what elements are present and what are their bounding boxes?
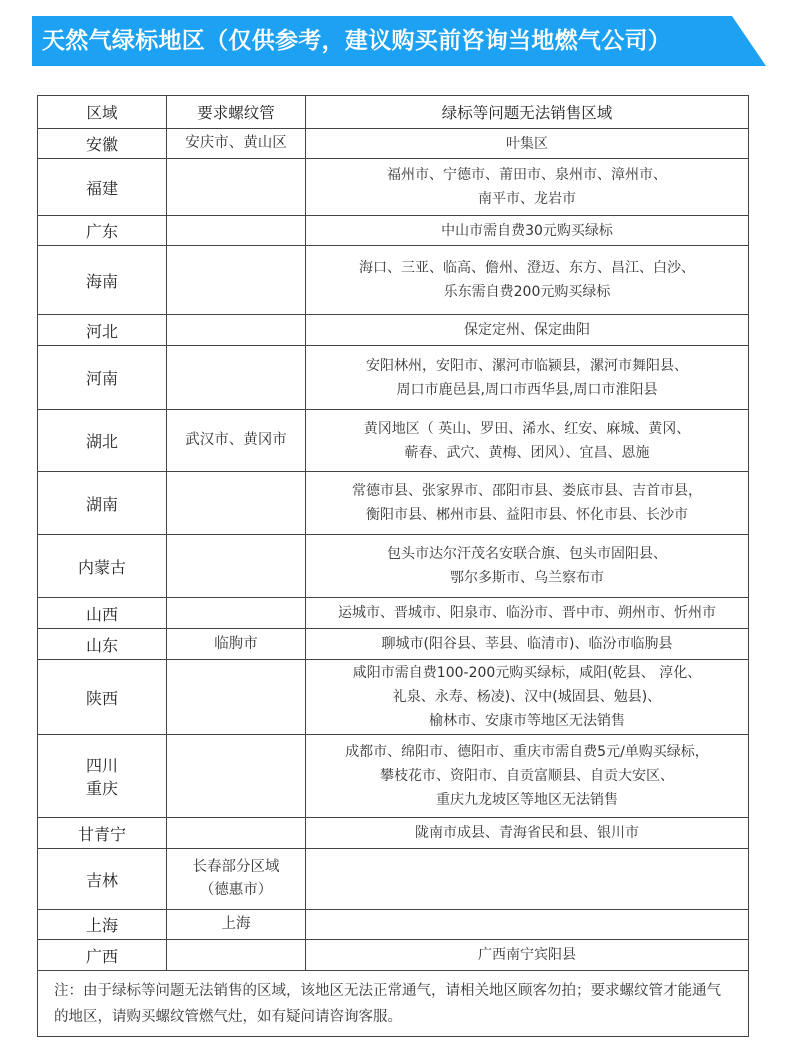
no-sale-cell-line: 叶集区 <box>506 135 548 152</box>
no-sale-cell <box>306 246 749 315</box>
no-sale-cell <box>306 535 749 598</box>
threaded-pipe-cell <box>167 346 306 410</box>
table-row <box>38 598 749 629</box>
region-cell <box>38 246 167 315</box>
no-sale-cell-line: 运城市、晋城市、阳泉市、临汾市、晋中市、朔州市、忻州市 <box>338 605 716 621</box>
no-sale-cell-line: 陇南市成县、青海省民和县、银川市 <box>415 825 639 841</box>
region-cell <box>38 129 167 159</box>
no-sale-cell-line: 乐东需自费200元购买绿标 <box>443 284 611 300</box>
threaded-pipe-cell <box>167 660 306 735</box>
page-title: 天然气绿标地区（仅供参考，建议购买前咨询当地燃气公司） <box>42 28 672 54</box>
table-header-row <box>38 96 749 129</box>
region-cell <box>38 216 167 246</box>
no-sale-cell <box>306 216 749 246</box>
table-body <box>38 129 749 971</box>
no-sale-cell <box>306 315 749 346</box>
table-row <box>38 472 749 535</box>
no-sale-cell-line: 周口市鹿邑县,周口市西华县,周口市淮阳县 <box>396 381 658 398</box>
table-row <box>38 660 749 735</box>
region-cell-line: 河南 <box>85 369 118 388</box>
threaded-pipe-cell <box>167 940 306 971</box>
threaded-pipe-cell <box>167 598 306 629</box>
region-cell-line: 四川 <box>85 756 118 775</box>
table-row <box>38 535 749 598</box>
region-cell-line: 广西 <box>85 946 118 966</box>
no-sale-cell <box>306 346 749 410</box>
no-sale-cell-line: 礼泉、永寿、杨凌)、汉中(城固县、勉县)、 <box>392 689 662 705</box>
no-sale-cell-line: 广西南宁宾阳县 <box>478 947 576 963</box>
no-sale-cell <box>306 660 749 735</box>
table-row <box>38 129 749 159</box>
threaded-pipe-cell <box>167 910 306 940</box>
region-cell-line: 陕西 <box>85 688 118 708</box>
no-sale-cell-line: 黄冈地区（ 英山、罗田、浠水、红安、麻城、黄冈、 <box>363 420 691 437</box>
table-row <box>38 216 749 246</box>
table-row <box>38 315 749 346</box>
region-cell-line: 吉林 <box>85 870 118 890</box>
threaded-pipe-cell <box>167 216 306 246</box>
header-region: 区域 <box>38 96 167 129</box>
table-row <box>38 940 749 971</box>
no-sale-cell-line: 成都市、绵阳市、德阳市、重庆市需自费5元/单购买绿标， <box>345 744 709 760</box>
region-cell-line: 广东 <box>85 222 118 241</box>
region-cell-line: 福建 <box>85 178 118 198</box>
region-cell-line: 内蒙古 <box>77 557 126 577</box>
no-sale-cell-line: 蕲春、武穴、黄梅、团风）、宜昌、恩施 <box>404 444 650 461</box>
no-sale-cell <box>306 940 749 971</box>
header-no-sale-areas: 绿标等问题无法销售区域 <box>306 96 749 129</box>
region-cell-line: 山西 <box>85 604 118 624</box>
region-cell <box>38 818 167 849</box>
region-cell <box>38 598 167 629</box>
threaded-pipe-cell <box>167 735 306 818</box>
threaded-pipe-cell <box>167 410 306 472</box>
no-sale-cell-line: 海口、三亚、临高、儋州、澄迈、东方、昌江、白沙、 <box>359 260 695 276</box>
threaded-pipe-cell <box>167 315 306 346</box>
region-cell-line: 湖北 <box>85 432 118 451</box>
table-row <box>38 629 749 660</box>
region-cell-line: 海南 <box>85 271 118 291</box>
region-cell <box>38 535 167 598</box>
no-sale-cell <box>306 818 749 849</box>
no-sale-cell <box>306 598 749 629</box>
threaded-pipe-cell-line: （德惠市） <box>199 882 273 898</box>
no-sale-cell <box>306 910 749 940</box>
no-sale-cell-line: 安阳林州，安阳市、漯河市临颍县，漯河市舞阳县、 <box>366 357 688 374</box>
threaded-pipe-cell <box>167 818 306 849</box>
no-sale-cell-line: 中山市需自费30元购买绿标 <box>441 222 613 239</box>
no-sale-cell-line: 南平市、龙岩市 <box>478 191 576 207</box>
no-sale-cell-line: 攀枝花市、资阳市、自贡富顺县、自贡大安区、 <box>380 768 674 784</box>
region-cell-line: 重庆 <box>85 779 118 798</box>
threaded-pipe-cell-line: 安庆市、黄山区 <box>185 135 287 151</box>
no-sale-cell <box>306 849 749 910</box>
threaded-pipe-cell <box>167 159 306 216</box>
region-cell-line: 河北 <box>85 321 118 341</box>
threaded-pipe-cell-line: 上海 <box>221 916 251 932</box>
no-sale-cell-line: 包头市达尔汗茂名安联合旗、包头市固阳县、 <box>387 546 667 562</box>
region-cell <box>38 660 167 735</box>
threaded-pipe-cell <box>167 246 306 315</box>
region-cell <box>38 910 167 940</box>
region-cell <box>38 849 167 910</box>
no-sale-cell <box>306 129 749 159</box>
table-row <box>38 818 749 849</box>
no-sale-cell-line: 榆林市、安康市等地区无法销售 <box>429 713 625 729</box>
threaded-pipe-cell-line: 临朐市 <box>214 635 258 652</box>
no-sale-cell-line: 衡阳市县、郴州市县、益阳市县、怀化市县、长沙市 <box>366 507 688 523</box>
no-sale-cell-line: 保定定州、保定曲阳 <box>464 322 590 338</box>
region-cell-line: 湖南 <box>85 494 118 514</box>
region-cell <box>38 472 167 535</box>
no-sale-cell <box>306 735 749 818</box>
threaded-pipe-cell <box>167 535 306 598</box>
region-cell <box>38 159 167 216</box>
table-row <box>38 849 749 910</box>
table-row <box>38 735 749 818</box>
no-sale-cell-line: 咸阳市需自费100-200元购买绿标，咸阳(乾县、 淳化、 <box>352 665 702 681</box>
no-sale-cell-line: 鄂尔多斯市、乌兰察布市 <box>450 570 604 586</box>
table-row <box>38 410 749 472</box>
region-cell-line: 安徽 <box>85 135 118 154</box>
threaded-pipe-cell-line: 武汉市、黄冈市 <box>185 432 287 448</box>
region-cell-line: 山东 <box>85 635 118 655</box>
region-cell <box>38 410 167 472</box>
region-cell-line: 甘青宁 <box>77 824 126 844</box>
table-row <box>38 246 749 315</box>
green-label-region-table <box>37 95 749 1037</box>
title-banner <box>32 16 766 66</box>
no-sale-cell <box>306 159 749 216</box>
table-row <box>38 346 749 410</box>
note-row <box>38 971 749 1037</box>
region-cell <box>38 735 167 818</box>
no-sale-cell-line: 常德市县、张家界市、邵阳市县、娄底市县、吉首市县， <box>352 483 702 499</box>
no-sale-cell-line: 重庆九龙坡区等地区无法销售 <box>436 792 618 808</box>
no-sale-cell-line: 聊城市(阳谷县、莘县、临清市)、临汾市临朐县 <box>381 636 673 652</box>
no-sale-cell-line: 福州市、宁德市、莆田市、泉州市、漳州市、 <box>387 167 667 183</box>
region-cell <box>38 346 167 410</box>
threaded-pipe-cell <box>167 849 306 910</box>
threaded-pipe-cell <box>167 472 306 535</box>
no-sale-cell <box>306 472 749 535</box>
table-row <box>38 910 749 940</box>
region-cell-line: 上海 <box>85 916 118 935</box>
threaded-pipe-cell <box>167 129 306 159</box>
region-cell <box>38 315 167 346</box>
region-cell <box>38 940 167 971</box>
no-sale-cell <box>306 629 749 660</box>
region-cell <box>38 629 167 660</box>
threaded-pipe-cell <box>167 629 306 660</box>
table-row <box>38 159 749 216</box>
footnote: 注：由于绿标等问题无法销售的区域，该地区无法正常通气，请相关地区顾客勿拍；要求螺纹管才能通气的地区，请购买螺纹管燃气灶，如有疑问请咨询客服。 <box>38 971 749 1037</box>
no-sale-cell <box>306 410 749 472</box>
threaded-pipe-cell-line: 长春部分区域 <box>192 859 280 875</box>
header-threaded-pipe: 要求螺纹管 <box>167 96 306 129</box>
